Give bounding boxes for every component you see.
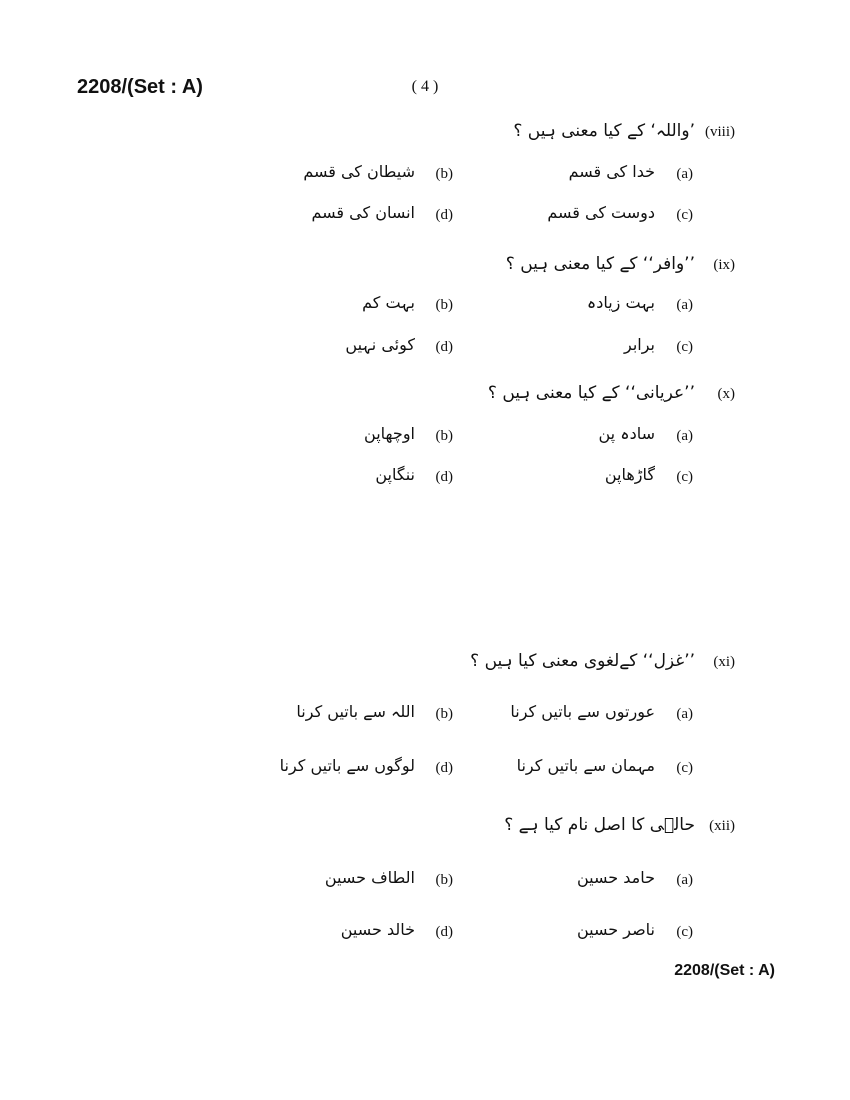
option-b: بہت کم	[362, 293, 415, 312]
option-b: اللہ سے باتیں کرنا	[296, 702, 415, 721]
option-d: انسان کی قسم	[311, 203, 415, 222]
option-c: ناصر حسین	[577, 920, 655, 939]
option-label: (c)	[676, 339, 693, 355]
option-a: بہت زیادہ	[586, 293, 655, 312]
option-label: (d)	[435, 924, 453, 940]
option-label: (d)	[435, 760, 453, 776]
option-c: گاڑھاپن	[604, 465, 655, 484]
option-a: خدا کی قسم	[568, 162, 655, 181]
option-label: (c)	[676, 469, 693, 485]
option-label: (a)	[676, 297, 693, 313]
option-d: خالد حسین	[340, 920, 415, 939]
question-text: ’واللہ‘ کے کیا معنی ہیں ؟	[513, 121, 695, 141]
option-label: (c)	[676, 924, 693, 940]
question-text: ’’عریانی‘‘ کے کیا معنی ہیں ؟	[487, 383, 695, 403]
option-b: اوچھاپن	[364, 424, 415, 443]
option-label: (d)	[435, 339, 453, 355]
question-number: (ix)	[713, 257, 735, 273]
option-d: ننگاپن	[375, 465, 415, 484]
option-a: عورتوں سے باتیں کرنا	[510, 702, 655, 721]
question-viii	[0, 121, 850, 141]
question-text: حالؔی کا اصل نام کیا ہے ؟	[504, 815, 695, 835]
option-d: کوئی نہیں	[345, 335, 415, 354]
option-label: (a)	[676, 166, 693, 182]
option-label: (d)	[435, 469, 453, 485]
paper-code-footer: 2208/(Set : A)	[674, 962, 775, 979]
option-label: (d)	[435, 207, 453, 223]
option-label: (b)	[435, 706, 453, 722]
question-number: (xi)	[713, 654, 735, 670]
question-ix	[0, 254, 850, 274]
option-b: شیطان کی قسم	[303, 162, 415, 181]
question-xii	[0, 815, 850, 835]
question-text: ’’وافر‘‘ کے کیا معنی ہیں ؟	[505, 254, 695, 274]
option-label: (b)	[435, 297, 453, 313]
option-label: (a)	[676, 872, 693, 888]
question-number: (x)	[717, 386, 735, 402]
option-a: سادہ پن	[598, 424, 655, 443]
option-label: (a)	[676, 428, 693, 444]
question-xi	[0, 651, 850, 671]
option-label: (c)	[676, 207, 693, 223]
option-c: مہمان سے باتیں کرنا	[516, 756, 655, 775]
question-x	[0, 383, 850, 403]
option-b: الطاف حسین	[324, 868, 415, 887]
option-label: (a)	[676, 706, 693, 722]
paper-code-header: 2208/(Set : A)	[77, 76, 203, 98]
option-label: (b)	[435, 872, 453, 888]
question-number: (xii)	[709, 818, 735, 834]
question-number: (viii)	[705, 124, 735, 140]
option-label: (c)	[676, 760, 693, 776]
page-number: ( 4 )	[411, 78, 439, 95]
option-label: (b)	[435, 428, 453, 444]
option-a: حامد حسین	[577, 868, 655, 887]
question-text: ’’غزل‘‘ کےلغوی معنی کیا ہیں ؟	[470, 651, 695, 671]
option-label: (b)	[435, 166, 453, 182]
option-d: لوگوں سے باتیں کرنا	[279, 756, 415, 775]
option-c: دوست کی قسم	[547, 203, 655, 222]
option-c: برابر	[623, 335, 655, 354]
